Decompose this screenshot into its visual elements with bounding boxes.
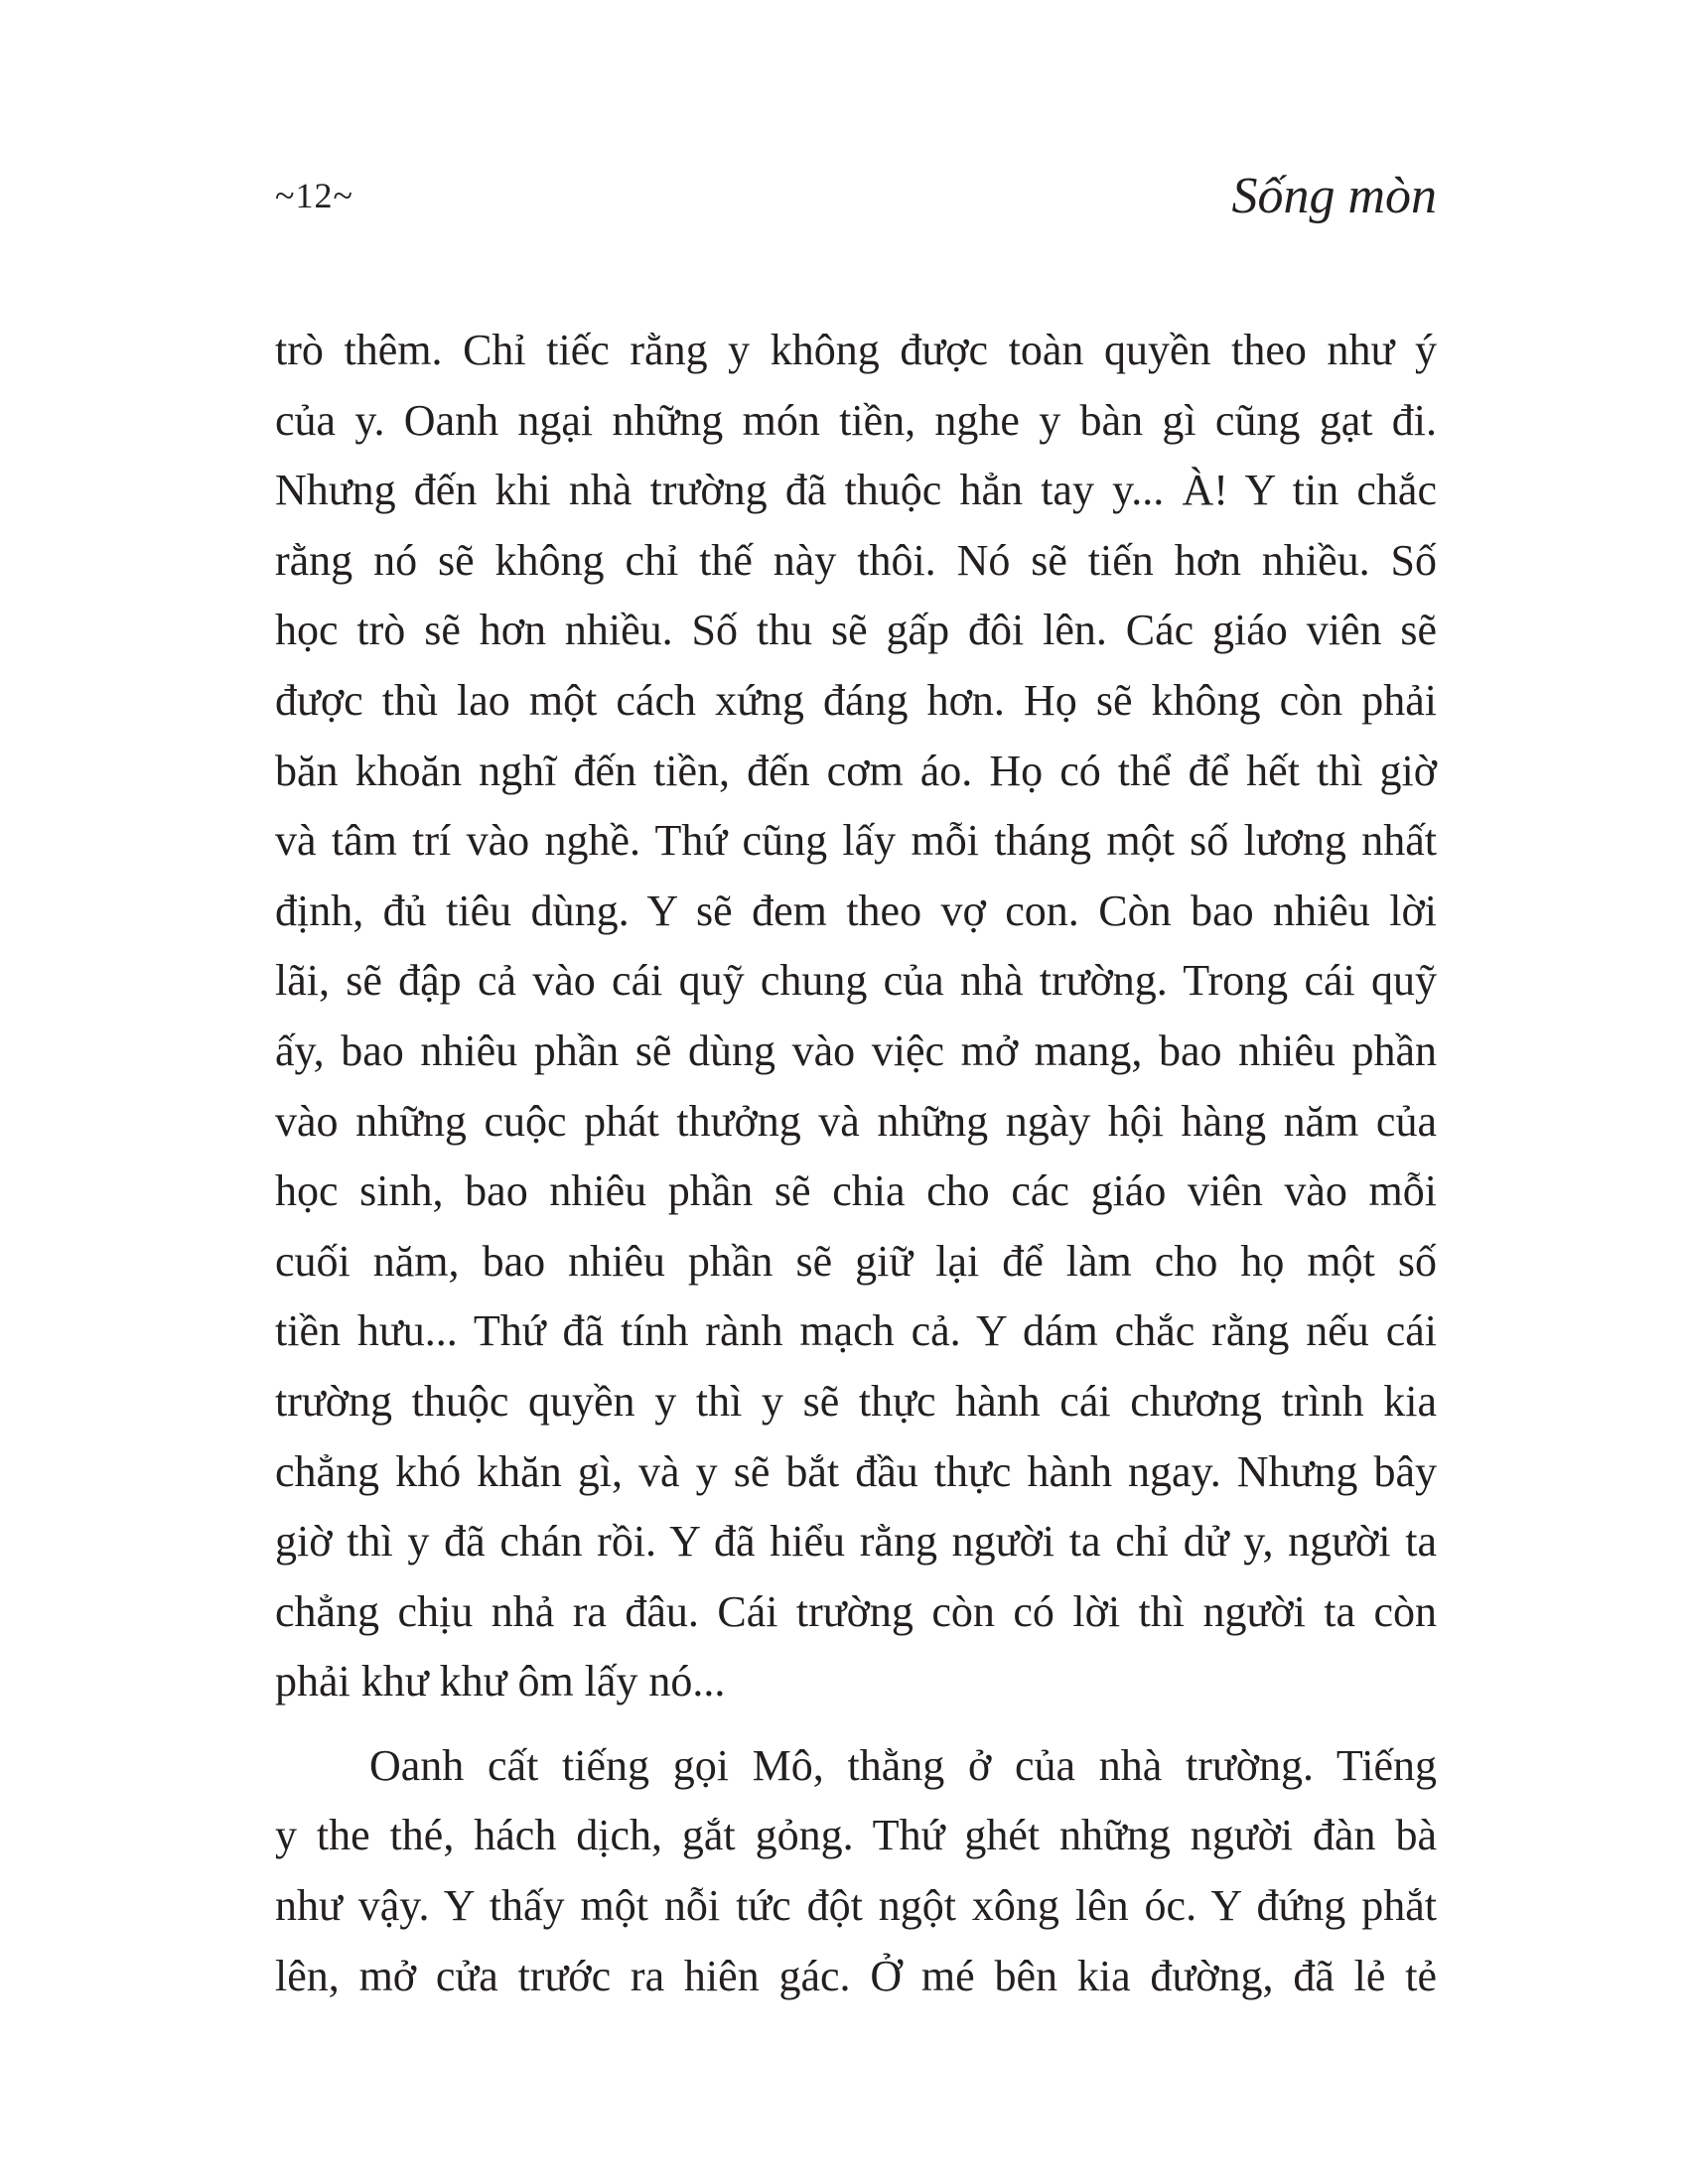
- text-line: Oanh cất tiếng gọi Mô, thằng ở của nhà trường. Tiếng: [369, 1740, 1437, 1790]
- text-line: rằng nó sẽ không chỉ thế này thôi. Nó sẽ tiến hơn nhiều. Số: [275, 535, 1437, 585]
- text-line: tiền hưu... Thứ đã tính rành mạch cả. Y dám chắc rằng nếu cái: [275, 1306, 1437, 1356]
- text-line: học sinh, bao nhiêu phần sẽ chia cho các giáo viên vào mỗi: [275, 1166, 1437, 1216]
- text-line: cuối năm, bao nhiêu phần sẽ giữ lại để làm cho họ một số: [275, 1236, 1437, 1286]
- body-text: [275, 316, 1437, 2011]
- text-line: được thù lao một cách xứng đáng hơn. Họ sẽ không còn phải: [275, 675, 1437, 725]
- text-line: và tâm trí vào nghề. Thứ cũng lấy mỗi tháng một số lương nhất: [275, 816, 1437, 866]
- text-line: chẳng chịu nhả ra đâu. Cái trường còn có lời thì người ta còn: [275, 1586, 1437, 1636]
- text-line: ấy, bao nhiêu phần sẽ dùng vào việc mở mang, bao nhiêu phần: [275, 1025, 1437, 1075]
- text-line: định, đủ tiêu dùng. Y sẽ đem theo vợ con. Còn bao nhiêu lời: [275, 886, 1437, 935]
- text-line: lãi, sẽ đập cả vào cái quỹ chung của nhà trường. Trong cái quỹ: [275, 956, 1437, 1006]
- paragraph: [275, 1731, 1437, 2011]
- paragraph-gap: [275, 1717, 1437, 1731]
- text-line: chẳng khó khăn gì, và y sẽ bắt đầu thực hành ngay. Nhưng bây: [275, 1446, 1437, 1496]
- page-header: [275, 167, 1437, 246]
- text-line: trò thêm. Chỉ tiếc rằng y không được toàn quyền theo như ý: [275, 326, 1437, 374]
- text-line: như vậy. Y thấy một nỗi tức đột ngột xông lên óc. Y đứng phắt: [275, 1881, 1437, 1931]
- text-line: phải khư khư ôm lấy nó...: [275, 1657, 726, 1706]
- paragraph: [275, 316, 1437, 1717]
- text-line: y the thé, hách dịch, gắt gỏng. Thứ ghét những người đàn bà: [275, 1811, 1437, 1860]
- text-line: trường thuộc quyền y thì y sẽ thực hành cái chương trình kia: [275, 1376, 1437, 1426]
- text-line: giờ thì y đã chán rồi. Y đã hiểu rằng người ta chỉ dử y, người ta: [275, 1517, 1437, 1567]
- text-line: Nhưng đến khi nhà trường đã thuộc hẳn tay y... À! Y tin chắc: [275, 466, 1437, 515]
- text-line: học trò sẽ hơn nhiều. Số thu sẽ gấp đôi lên. Các giáo viên sẽ: [275, 606, 1437, 655]
- text-line: của y. Oanh ngại những món tiền, nghe y bàn gì cũng gạt đi.: [275, 395, 1437, 445]
- text-line: băn khoăn nghĩ đến tiền, đến cơm áo. Họ có thể để hết thì giờ: [275, 746, 1437, 795]
- page-number: ~12~: [275, 176, 353, 215]
- text-line: vào những cuộc phát thưởng và những ngày hội hàng năm của: [275, 1096, 1437, 1146]
- running-title: Sống mòn: [1231, 168, 1437, 224]
- text-line: lên, mở cửa trước ra hiên gác. Ở mé bên kia đường, đã lẻ tẻ: [275, 1951, 1437, 2000]
